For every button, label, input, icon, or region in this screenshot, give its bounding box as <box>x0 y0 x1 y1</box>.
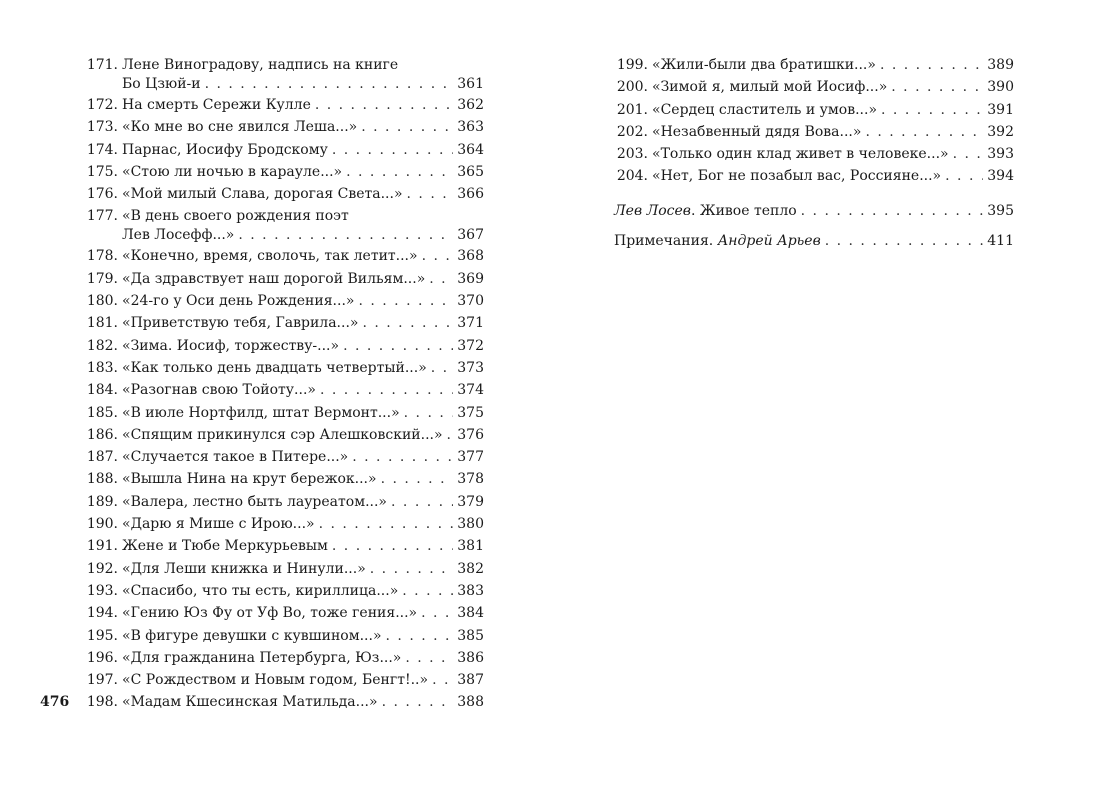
entry-line <box>122 312 484 334</box>
entry-page: 377 <box>457 449 484 466</box>
author-name: Лев Лосев <box>614 203 691 219</box>
toc-entry <box>84 161 484 183</box>
dot-leader <box>953 143 984 165</box>
toc-entry <box>84 379 484 401</box>
entry-number: 202. <box>616 123 648 140</box>
entry-number: 178. <box>86 248 118 265</box>
entry-page: 394 <box>987 168 1014 185</box>
entry-page: 379 <box>457 493 484 510</box>
toc-entry <box>84 535 484 557</box>
entry-number: 195. <box>86 627 118 644</box>
entry-row <box>84 379 484 401</box>
entry-line <box>122 424 484 446</box>
dot-leader <box>205 73 454 95</box>
dot-leader <box>386 625 454 647</box>
dot-leader <box>402 580 453 602</box>
entry-number: 194. <box>86 605 118 622</box>
entry-title: «Разогнав свою Тойоту...» <box>122 382 316 399</box>
entry-row <box>84 183 484 205</box>
entry-row <box>614 99 1014 121</box>
toc-entry <box>614 99 1014 121</box>
entry-number: 196. <box>86 649 118 666</box>
entry-row <box>84 139 484 161</box>
dot-leader <box>391 491 453 513</box>
toc-entry <box>84 625 484 647</box>
entry-line <box>652 143 1014 165</box>
toc-entry <box>84 580 484 602</box>
entry-page: 362 <box>457 97 484 113</box>
entry-page: 385 <box>457 627 484 644</box>
toc-entry-afterword <box>614 200 1014 222</box>
entry-line <box>122 580 484 602</box>
toc-entry <box>84 446 484 468</box>
dot-leader <box>346 161 453 183</box>
entry-page: 376 <box>457 426 484 443</box>
entry-title: «Спасибо, что ты есть, кириллица...» <box>122 582 399 599</box>
entry-title: «Приветствую тебя, Гаврила...» <box>122 315 359 332</box>
toc-entry <box>84 513 484 535</box>
afterword-title: . Живое тепло <box>690 203 797 219</box>
entry-page: 391 <box>987 101 1014 118</box>
toc-entry <box>84 491 484 513</box>
entry-title: Парнас, Иосифу Бродскому <box>122 141 328 158</box>
dot-leader <box>432 669 453 691</box>
entry-title: «Для Леши книжка и Нинули...» <box>122 560 366 577</box>
entry-line <box>122 335 484 357</box>
entry-number: 174. <box>86 141 118 158</box>
entry-title: На смерть Сережи Кулле <box>122 97 311 113</box>
entry-page: 389 <box>987 57 1014 73</box>
entry-title: «Мадам Кшесинская Матильда...» <box>122 694 378 711</box>
toc-entry <box>84 335 484 357</box>
dot-leader <box>382 691 454 713</box>
entry-number: 179. <box>86 270 118 287</box>
entry-line <box>122 245 484 267</box>
notes-title: Примечания. <box>614 233 718 249</box>
entry-title <box>614 230 821 252</box>
entry-number: 172. <box>86 97 118 113</box>
entry-row <box>84 268 484 290</box>
entry-page: 411 <box>987 233 1014 249</box>
entry-page: 365 <box>457 163 484 180</box>
entry-number: 182. <box>86 337 118 354</box>
entry-number: 189. <box>86 493 118 510</box>
toc-entry <box>84 312 484 334</box>
entry-title: «Незабвенный дядя Вова...» <box>652 123 862 140</box>
toc-entry <box>84 94 484 116</box>
entry-title: «С Рождеством и Новым годом, Бенгт!..» <box>122 672 429 689</box>
entry-line <box>122 224 484 246</box>
entry-line <box>652 76 1014 98</box>
entry-title: «Зимой я, милый мой Иосиф...» <box>652 79 888 96</box>
dot-leader <box>332 535 453 557</box>
toc-entry <box>84 290 484 312</box>
entry-row <box>84 513 484 535</box>
toc-entry <box>84 468 484 490</box>
entry-page: 367 <box>457 227 484 244</box>
entry-row <box>84 116 484 138</box>
entry-row <box>84 468 484 490</box>
dot-leader <box>880 54 983 76</box>
entry-page: 392 <box>987 123 1014 140</box>
entry-title: «Мой милый Слава, дорогая Света...» <box>122 186 403 203</box>
entry-title: «Случается такое в Питере...» <box>122 449 349 466</box>
entry-line <box>122 491 484 513</box>
entry-line <box>652 165 1014 187</box>
toc-entry <box>84 357 484 379</box>
toc-entry <box>614 121 1014 143</box>
entry-title <box>614 200 797 222</box>
entry-number: 180. <box>86 293 118 310</box>
entry-line <box>122 73 484 95</box>
entry-row <box>84 691 484 713</box>
dot-leader <box>405 647 453 669</box>
entry-page: 382 <box>457 560 484 577</box>
dot-leader <box>945 165 983 187</box>
entry-number: 186. <box>86 426 118 443</box>
dot-leader <box>320 379 453 401</box>
dot-leader <box>343 335 453 357</box>
entry-page: 361 <box>457 76 484 92</box>
entry-row <box>84 94 484 116</box>
toc-entry <box>614 54 1014 76</box>
entry-line <box>122 268 484 290</box>
entry-line <box>122 357 484 379</box>
entry-line <box>122 558 484 580</box>
entry-page: 387 <box>457 672 484 689</box>
entry-row <box>84 424 484 446</box>
entry-title: «Для гражданина Петербурга, Юз...» <box>122 649 402 666</box>
entry-number: 190. <box>86 516 118 533</box>
entry-title: «Конечно, время, сволочь, так летит...» <box>122 248 418 265</box>
toc-entry <box>84 116 484 138</box>
dot-leader <box>370 558 454 580</box>
author-name: Андрей Арьев <box>717 233 821 249</box>
entry-title: «Гению Юз Фу от Уф Во, тоже гения...» <box>122 605 418 622</box>
toc-left-column <box>84 54 484 714</box>
dot-leader <box>801 200 984 222</box>
entry-line <box>122 647 484 669</box>
dot-leader <box>431 357 454 379</box>
dot-leader <box>404 402 454 424</box>
entry-number: 199. <box>616 57 648 73</box>
entry-page: 368 <box>457 248 484 265</box>
entry-page: 384 <box>457 605 484 622</box>
entry-number: 192. <box>86 560 118 577</box>
entry-line <box>122 290 484 312</box>
toc-entry <box>84 602 484 624</box>
entry-number: 188. <box>86 471 118 488</box>
entry-number: 185. <box>86 404 118 421</box>
entry-number: 173. <box>86 119 118 136</box>
toc-entry <box>614 165 1014 187</box>
entry-page: 395 <box>987 203 1014 219</box>
dot-leader <box>429 268 453 290</box>
entry-page: 363 <box>457 119 484 136</box>
entry-title: «Да здравствует наш дорогой Вильям...» <box>122 270 426 287</box>
entry-number: 175. <box>86 163 118 180</box>
entry-row <box>84 335 484 357</box>
entry-title: «Дарю я Мише с Ирою...» <box>122 516 315 533</box>
toc-entry <box>84 558 484 580</box>
dot-leader <box>447 424 454 446</box>
entry-line <box>122 535 484 557</box>
entry-line <box>122 183 484 205</box>
toc-entry <box>84 669 484 691</box>
dot-leader <box>238 224 453 246</box>
toc-entry <box>84 691 484 713</box>
entry-row <box>84 402 484 424</box>
toc-entry <box>614 143 1014 165</box>
entry-title: «Только один клад живет в человеке...» <box>652 146 949 163</box>
entry-line <box>122 402 484 424</box>
entry-page: 364 <box>457 141 484 158</box>
toc-right-list <box>614 54 1014 188</box>
entry-line <box>122 161 484 183</box>
toc-right-column <box>614 54 1014 249</box>
dot-leader <box>407 183 454 205</box>
entry-number: 200. <box>616 79 648 96</box>
entry-page: 393 <box>987 146 1014 163</box>
entry-line <box>652 99 1014 121</box>
entry-page: 369 <box>457 270 484 287</box>
dot-leader <box>362 312 453 334</box>
entry-title: «Как только день двадцать четвертый...» <box>122 359 427 376</box>
entry-title: Жене и Тюбе Меркурьевым <box>122 538 328 555</box>
entry-number: 187. <box>86 449 118 466</box>
entry-title: Бо Цзюй-и <box>122 76 201 92</box>
toc-entry-notes <box>614 230 1014 252</box>
entry-line <box>122 446 484 468</box>
toc-entry <box>84 139 484 161</box>
entry-row <box>84 558 484 580</box>
entry-title: «Стою ли ночью в карауле...» <box>122 163 343 180</box>
entry-number: 201. <box>616 101 648 118</box>
entry-number: 181. <box>86 315 118 332</box>
entry-line <box>122 691 484 713</box>
entry-line <box>122 468 484 490</box>
entry-page: 378 <box>457 471 484 488</box>
entry-title: «Вышла Нина на крут бережок...» <box>122 471 377 488</box>
entry-page: 366 <box>457 186 484 203</box>
entry-row <box>84 357 484 379</box>
entry-title: «24-го у Оси день Рождения...» <box>122 293 355 310</box>
entry-row <box>614 121 1014 143</box>
dot-leader <box>358 290 453 312</box>
toc-entry <box>84 205 484 245</box>
entry-page: 388 <box>457 694 484 711</box>
entry-page: 370 <box>457 293 484 310</box>
entry-title: «Зима. Иосиф, торжеству-...» <box>122 337 340 354</box>
entry-number: 198. <box>86 694 118 711</box>
entry-title: «В фигуре девушки с кувшином...» <box>122 627 382 644</box>
entry-row <box>84 625 484 647</box>
entry-line <box>122 625 484 647</box>
entry-line <box>122 513 484 535</box>
entry-row <box>614 165 1014 187</box>
entry-page: 386 <box>457 649 484 666</box>
entry-number: 177. <box>86 208 118 225</box>
entry-line <box>122 602 484 624</box>
page-number: 476 <box>40 694 70 710</box>
entry-line <box>652 121 1014 143</box>
entry-title: «Сердец сластитель и умов...» <box>652 101 878 118</box>
toc-entry <box>614 76 1014 98</box>
toc-entry <box>84 402 484 424</box>
entry-number: 193. <box>86 582 118 599</box>
dot-leader <box>421 602 453 624</box>
entry-row <box>84 647 484 669</box>
dot-leader <box>315 94 453 116</box>
entry-title: «В июле Нортфилд, штат Вермонт...» <box>122 404 400 421</box>
toc-entry <box>84 647 484 669</box>
dot-leader <box>352 446 453 468</box>
entry-title: «Валера, лестно быть лауреатом...» <box>122 493 388 510</box>
entry-line <box>122 669 484 691</box>
entry-line <box>122 379 484 401</box>
entry-row <box>84 446 484 468</box>
dot-leader <box>865 121 983 143</box>
entry-number: 176. <box>86 186 118 203</box>
entry-line <box>122 139 484 161</box>
entry-page: 380 <box>457 516 484 533</box>
dot-leader <box>381 468 454 490</box>
entry-row <box>614 143 1014 165</box>
entry-title: «Нет, Бог не позабыл вас, Россияне...» <box>652 168 942 185</box>
entry-row <box>84 491 484 513</box>
dot-leader <box>361 116 453 138</box>
entry-number: 171. <box>86 57 118 73</box>
entry-row <box>84 535 484 557</box>
entry-page: 371 <box>457 315 484 332</box>
entry-page: 390 <box>987 79 1014 96</box>
entry-title: «Жили-были два братишки...» <box>652 57 876 73</box>
entry-title-line1: Лене Виноградову, надпись на книге <box>122 57 399 73</box>
entry-number: 183. <box>86 359 118 376</box>
toc-entry <box>84 245 484 267</box>
entry-row <box>84 245 484 267</box>
toc-entry <box>84 54 484 94</box>
entry-row <box>84 290 484 312</box>
dot-leader <box>319 513 454 535</box>
dot-leader <box>332 139 453 161</box>
entry-row <box>614 76 1014 98</box>
entry-title: Лев Лосефф...» <box>122 227 235 244</box>
dot-leader <box>825 230 984 252</box>
entry-page: 372 <box>457 337 484 354</box>
entry-number: 191. <box>86 538 118 555</box>
entry-title: «Ко мне во сне явился Леша...» <box>122 119 358 136</box>
dot-leader <box>881 99 983 121</box>
entry-row <box>84 669 484 691</box>
entry-title: «Спящим прикинулся сэр Алешковский...» <box>122 426 443 443</box>
entry-number: 203. <box>616 146 648 163</box>
entry-row <box>614 54 1014 76</box>
toc-entry <box>84 183 484 205</box>
entry-row <box>84 602 484 624</box>
toc-entry <box>84 268 484 290</box>
entry-row <box>84 580 484 602</box>
entry-line <box>122 116 484 138</box>
entry-row <box>84 161 484 183</box>
entry-page: 383 <box>457 582 484 599</box>
entry-page: 373 <box>457 359 484 376</box>
entry-title-line1: «В день своего рождения поэт <box>122 208 349 225</box>
entry-page: 374 <box>457 382 484 399</box>
entry-line <box>652 54 1014 76</box>
entry-row <box>84 312 484 334</box>
entry-number: 197. <box>86 672 118 689</box>
entry-number: 184. <box>86 382 118 399</box>
dot-leader <box>891 76 983 98</box>
dot-leader <box>422 245 454 267</box>
entry-line <box>122 94 484 116</box>
toc-entry <box>84 424 484 446</box>
entry-page: 381 <box>457 538 484 555</box>
entry-page: 375 <box>457 404 484 421</box>
entry-number: 204. <box>616 168 648 185</box>
